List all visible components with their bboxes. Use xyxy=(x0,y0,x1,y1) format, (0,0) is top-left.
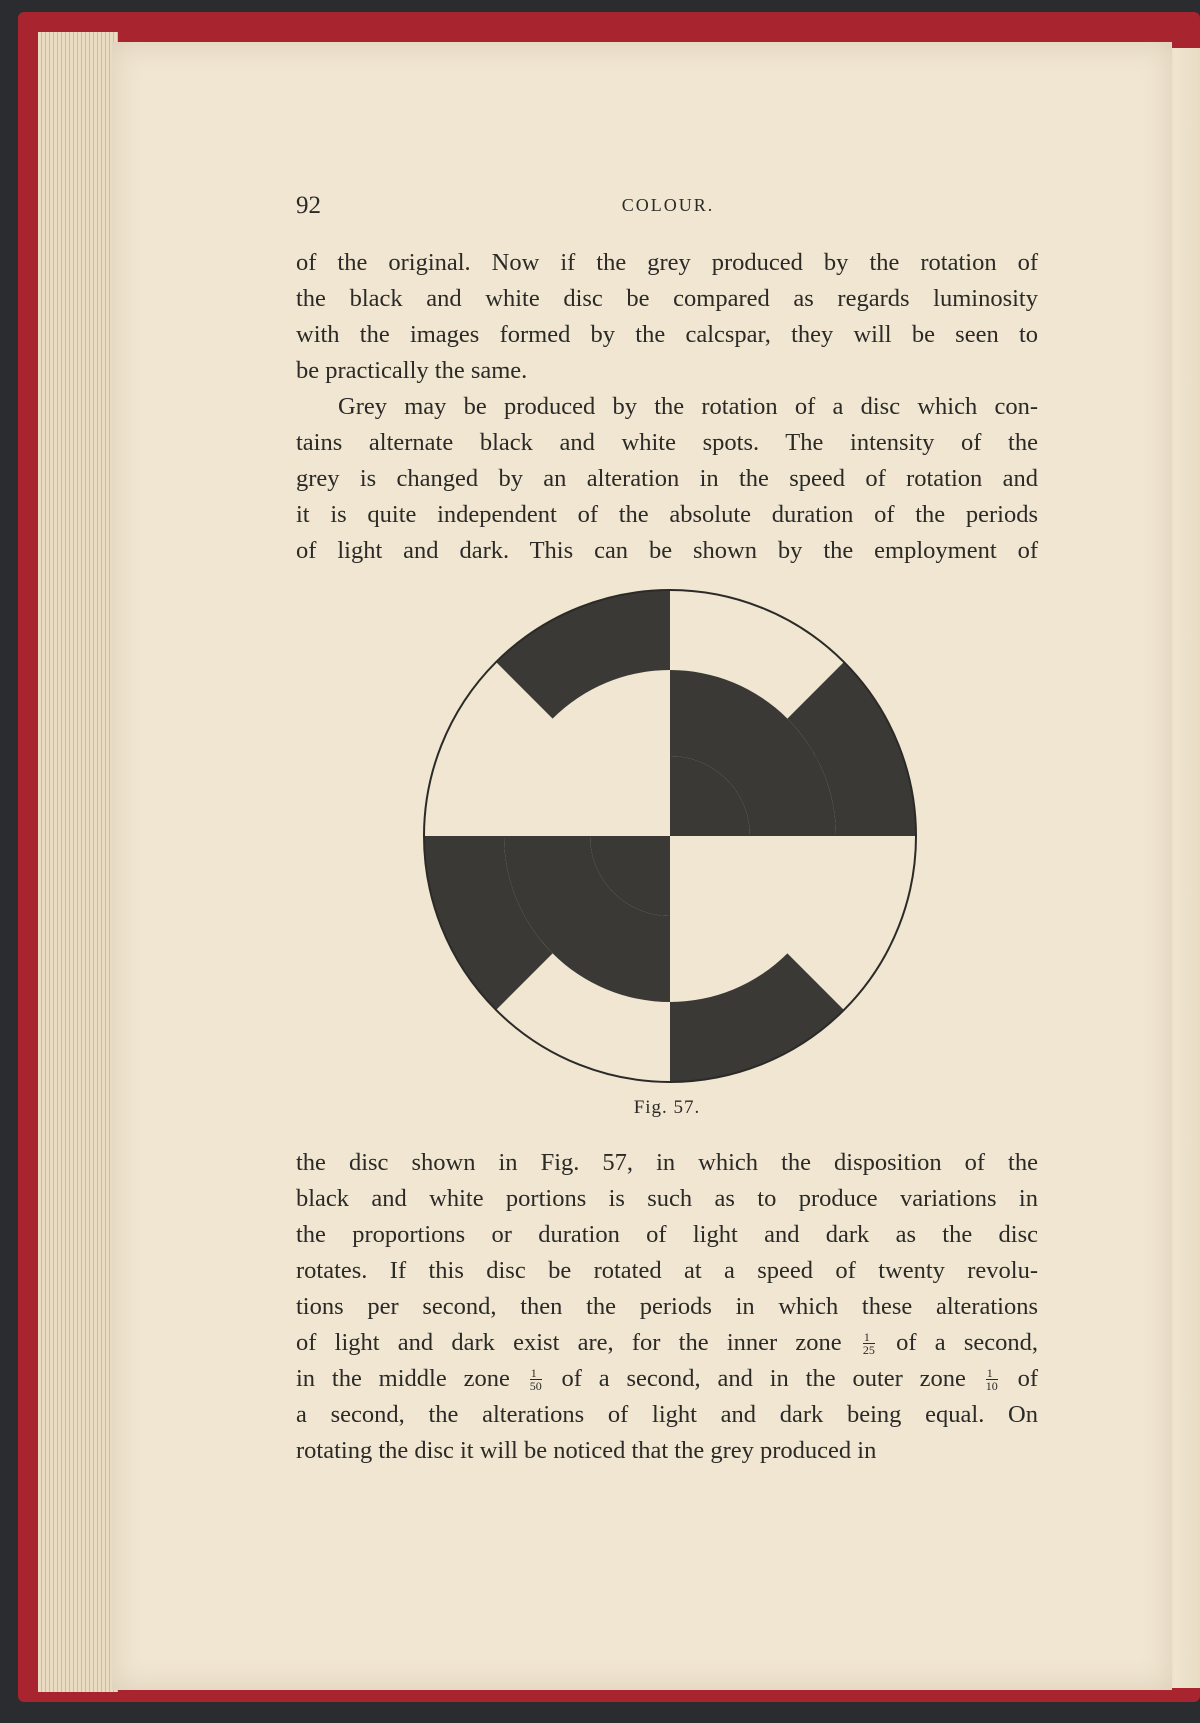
text-line: rotates. If this disc be rotated at a speed of twenty revolu- xyxy=(296,1257,1038,1284)
fraction xyxy=(863,1331,875,1356)
text-segment: of a second, and in the outer zone xyxy=(561,1365,966,1392)
text-line: of the original. Now if the grey produced by the rotation of xyxy=(296,249,1038,276)
running-title: COLOUR. xyxy=(621,195,715,215)
text-line: the black and white disc be compared as regards luminosity xyxy=(296,285,1038,312)
page-number: 92 xyxy=(296,192,321,219)
fraction-denominator: 50 xyxy=(529,1379,542,1394)
fraction-denominator: 25 xyxy=(862,1343,875,1358)
text-line: grey is changed by an alteration in the speed of rotation and xyxy=(296,465,1038,492)
text-line-inner-zone xyxy=(296,1325,1038,1361)
text-line: the disc shown in Fig. 57, in which the disposition of the xyxy=(296,1149,1038,1176)
black-sector-zone-3 xyxy=(670,953,844,1082)
text-segment: of light and dark exist are, for the inner zone xyxy=(296,1329,842,1356)
black-sector-zone-3 xyxy=(496,590,670,719)
fraction-numerator: 1 xyxy=(986,1367,998,1380)
text-segment: in the middle zone xyxy=(296,1365,510,1392)
figure-caption: Fig. 57. xyxy=(633,1097,701,1118)
fraction xyxy=(530,1367,542,1392)
rotating-disc-figure xyxy=(418,584,922,1088)
text-line: rotating the disc it will be noticed that the grey produced in xyxy=(296,1437,877,1464)
text-line: tions per second, then the periods in which these alterations xyxy=(296,1293,1038,1320)
page-edges xyxy=(38,32,118,1692)
fraction xyxy=(986,1367,998,1392)
text-line: tains alternate black and white spots. The intensity of the xyxy=(296,429,1038,456)
text-line: it is quite independent of the absolute duration of the periods xyxy=(296,501,1038,528)
fraction-numerator: 1 xyxy=(530,1367,542,1380)
text-line: be practically the same. xyxy=(296,357,528,384)
text-line: the proportions or duration of light and dark as the disc xyxy=(296,1221,1038,1248)
text-line: a second, the alterations of light and dark being equal. On xyxy=(296,1401,1038,1428)
paragraph-2 xyxy=(296,389,1038,569)
text-line-zones xyxy=(296,1361,1038,1397)
fraction-numerator: 1 xyxy=(863,1331,875,1344)
text-line: Grey may be produced by the rotation of a disc which con- xyxy=(338,393,1038,420)
text-line: of light and dark. This can be shown by the employment of xyxy=(296,537,1038,564)
paragraph-1 xyxy=(296,245,1038,389)
text-segment: of xyxy=(1017,1365,1039,1392)
fraction-denominator: 10 xyxy=(985,1379,998,1394)
text-line: black and white portions is such as to produce variations in xyxy=(296,1185,1038,1212)
disc-sectors xyxy=(424,590,916,1082)
text-line: with the images formed by the calcspar, they will be seen to xyxy=(296,321,1038,348)
page-header xyxy=(296,192,1040,222)
paragraph-3 xyxy=(296,1145,1038,1469)
text-segment: of a second, xyxy=(896,1329,1038,1356)
